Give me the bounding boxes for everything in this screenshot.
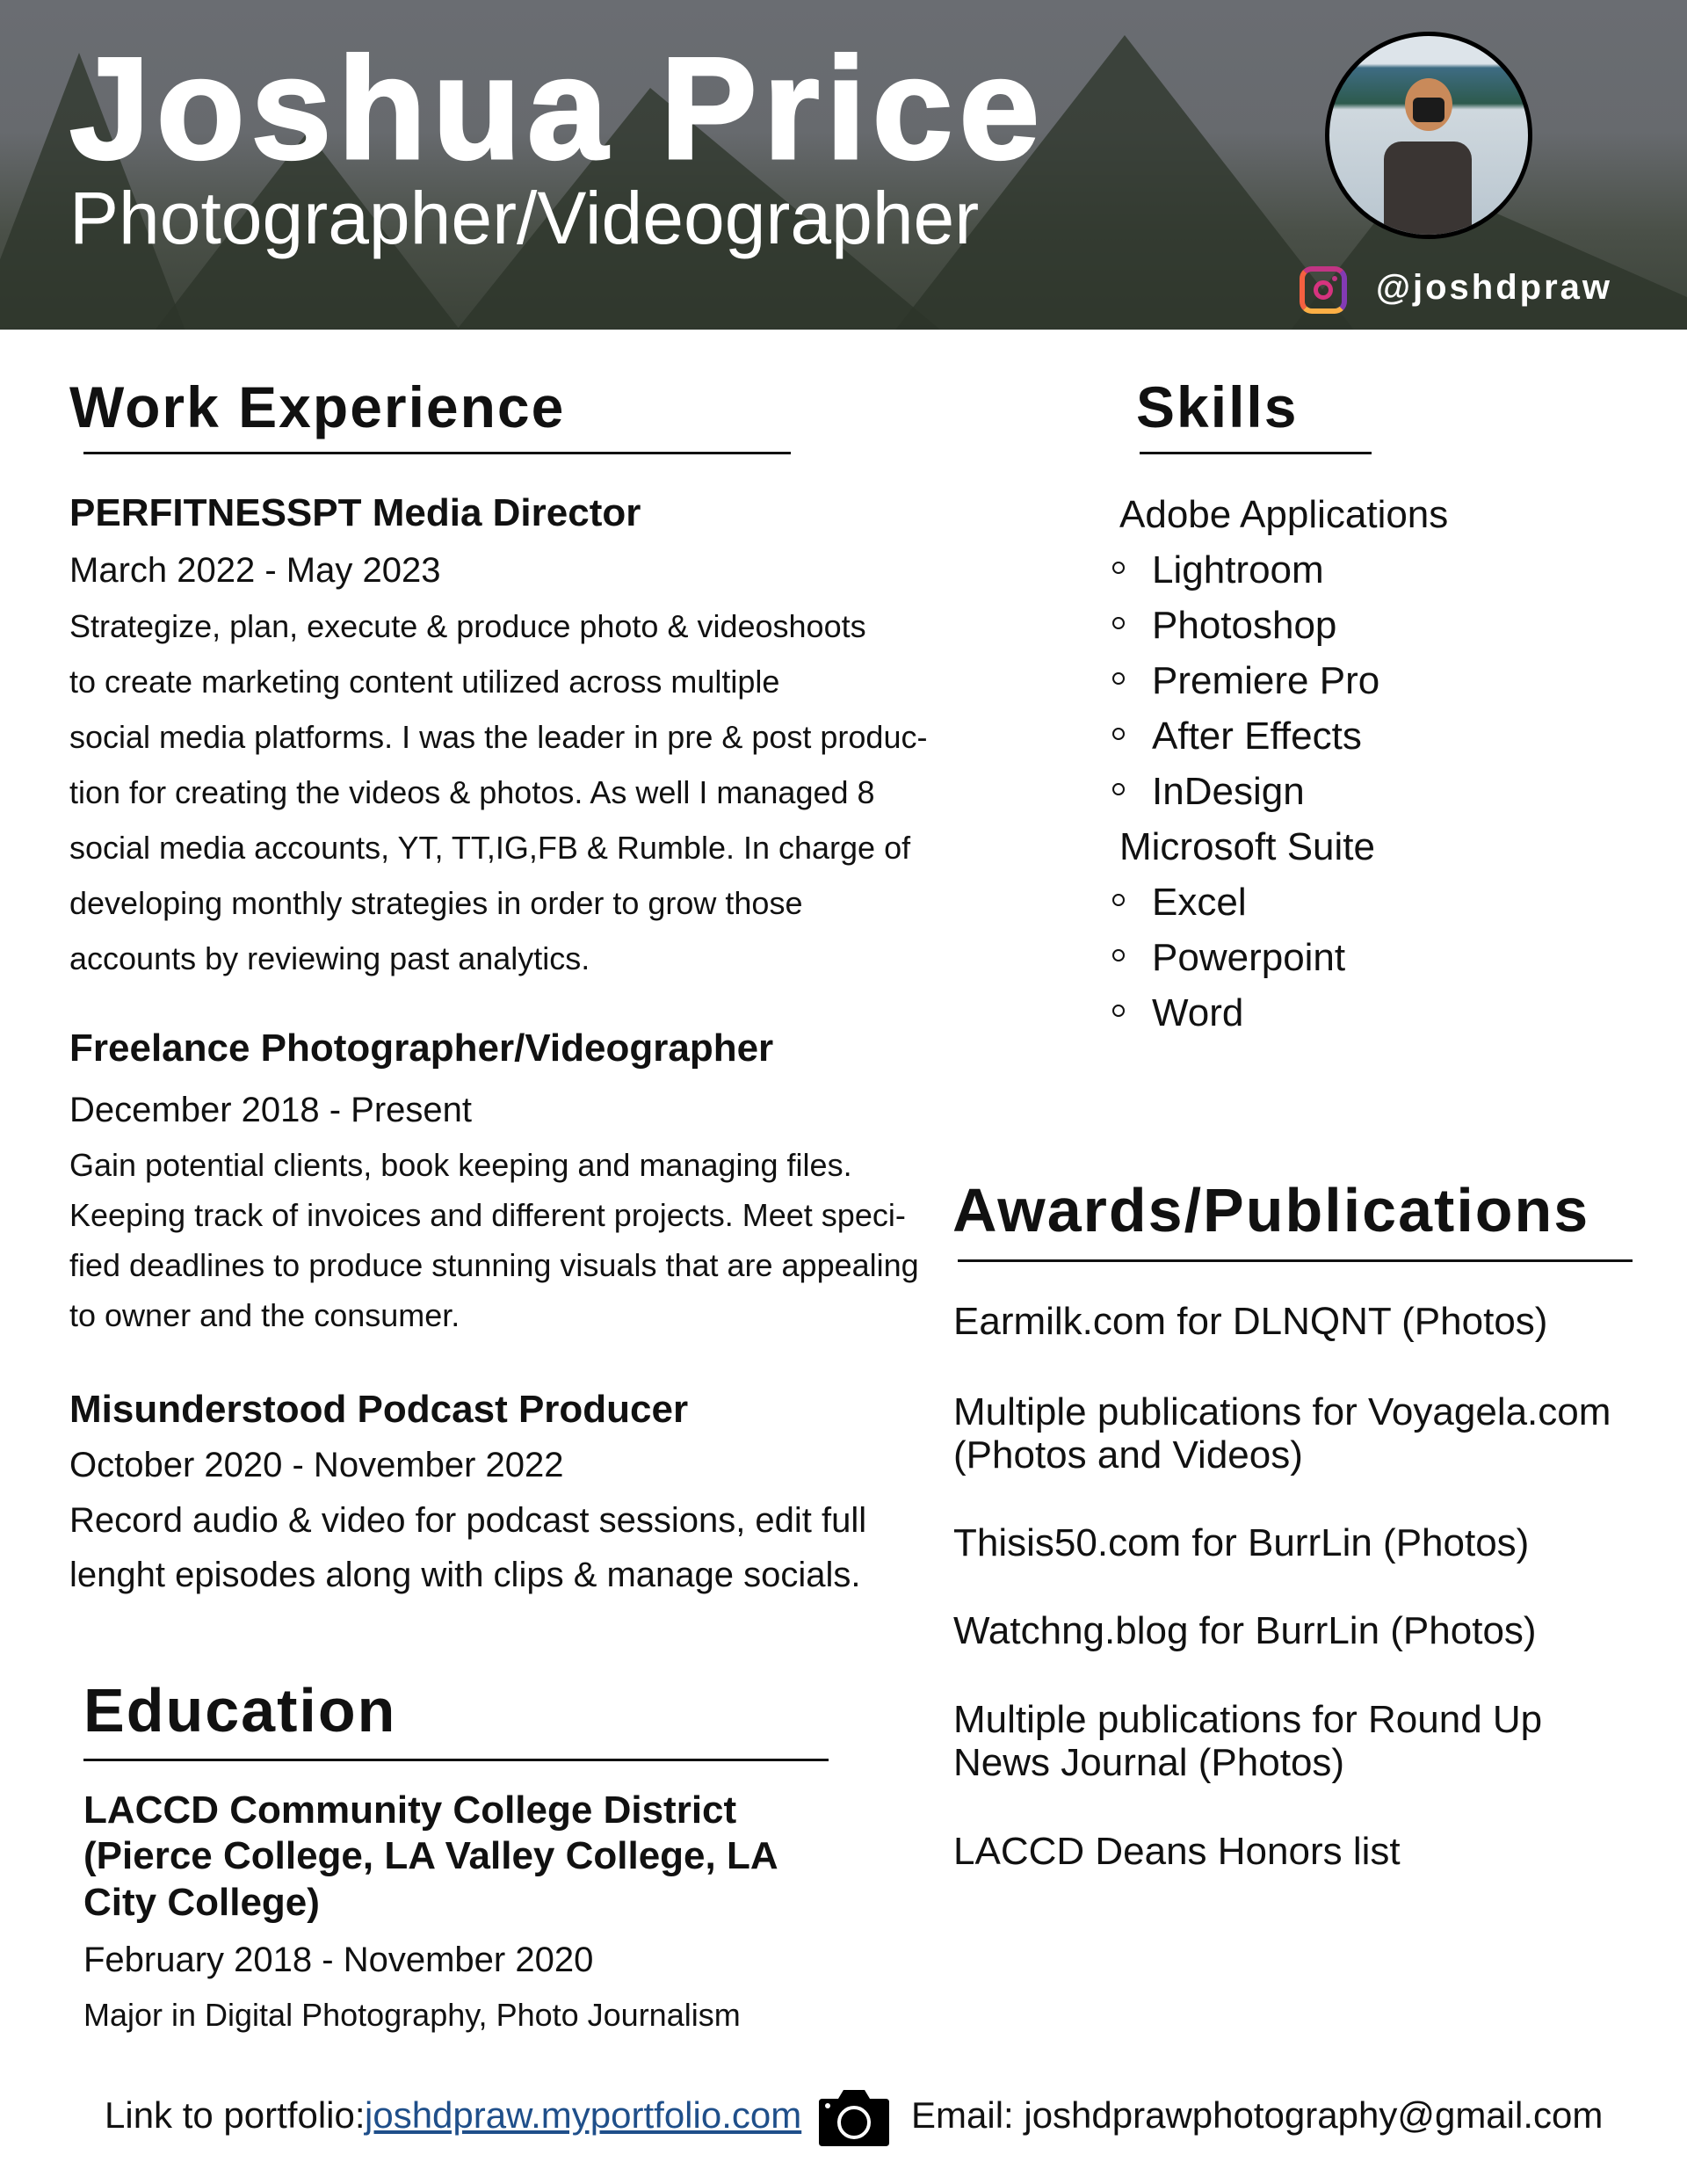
skill-item: InDesign — [1152, 770, 1305, 813]
school-name: City College) — [83, 1881, 320, 1924]
candidate-name: Joshua Price — [69, 27, 1046, 189]
award-item: Thisis50.com for BurrLin (Photos) — [953, 1521, 1530, 1564]
divider — [1140, 452, 1372, 454]
bullet-icon — [1112, 894, 1125, 906]
bullet-icon — [1112, 728, 1125, 740]
job-title: Misunderstood Podcast Producer — [69, 1388, 689, 1431]
email-address[interactable]: Email: joshdprawphotography@gmail.com — [911, 2094, 1604, 2136]
profile-photo — [1325, 32, 1532, 239]
bullet-icon — [1112, 617, 1125, 629]
job-description-line: to owner and the consumer. — [69, 1297, 460, 1333]
job-dates: March 2022 - May 2023 — [69, 551, 441, 590]
skill-item: After Effects — [1152, 715, 1362, 758]
awards-heading: Awards/Publications — [952, 1176, 1590, 1244]
header-banner — [0, 0, 1687, 330]
skill-item: Lightroom — [1152, 548, 1324, 591]
job-title: Freelance Photographer/Videographer — [69, 1027, 774, 1070]
job-description-line: fied deadlines to produce stunning visuals that are appealing — [69, 1247, 919, 1283]
portfolio-label: Link to portfolio: — [105, 2094, 366, 2136]
bullet-icon — [1112, 1005, 1125, 1017]
education-dates: February 2018 - November 2020 — [83, 1941, 594, 1979]
camera-icon — [819, 2088, 889, 2146]
skill-group-name: Microsoft Suite — [1119, 825, 1375, 868]
job-description-line: Keeping track of invoices and different projects. Meet speci- — [69, 1197, 906, 1233]
skill-item: Premiere Pro — [1152, 659, 1380, 702]
award-item: Watchng.blog for BurrLin (Photos) — [953, 1609, 1537, 1652]
instagram-icon — [1300, 266, 1347, 314]
candidate-title: Photographer/Videographer — [69, 177, 980, 259]
instagram-handle[interactable]: @joshdpraw — [1376, 268, 1613, 307]
job-description-line: Record audio & video for podcast sessions, edit full — [69, 1501, 867, 1540]
divider — [83, 452, 791, 454]
skill-item: Excel — [1152, 881, 1247, 924]
award-item: LACCD Deans Honors list — [953, 1830, 1401, 1873]
education-heading: Education — [83, 1676, 397, 1745]
skill-item: Photoshop — [1152, 604, 1337, 647]
job-dates: December 2018 - Present — [69, 1091, 473, 1129]
skill-item: Word — [1152, 991, 1244, 1034]
job-description-line: Strategize, plan, execute & produce photo & videoshoots — [69, 608, 866, 644]
divider — [958, 1259, 1633, 1262]
skills-heading: Skills — [1136, 374, 1299, 439]
job-description-line: Gain potential clients, book keeping and managing files. — [69, 1147, 852, 1183]
job-description-line: lenght episodes along with clips & manage socials. — [69, 1556, 861, 1594]
portfolio-link[interactable]: joshdpraw.myportfolio.com — [365, 2094, 802, 2136]
skill-group-name: Adobe Applications — [1119, 493, 1449, 536]
bullet-icon — [1112, 672, 1125, 685]
bullet-icon — [1112, 562, 1125, 574]
bullet-icon — [1112, 783, 1125, 795]
job-description-line: developing monthly strategies in order to grow those — [69, 885, 803, 921]
award-item: Earmilk.com for DLNQNT (Photos) — [953, 1300, 1548, 1343]
skill-item: Powerpoint — [1152, 936, 1346, 979]
job-description-line: tion for creating the videos & photos. As well I managed 8 — [69, 774, 875, 810]
award-item: Multiple publications for Round Up News Journal (Photos) — [953, 1698, 1543, 1784]
job-description-line: accounts by reviewing past analytics. — [69, 940, 590, 976]
school-name: LACCD Community College District — [83, 1789, 737, 1832]
bullet-icon — [1112, 949, 1125, 961]
education-major: Major in Digital Photography, Photo Journalism — [83, 1997, 741, 2033]
job-dates: October 2020 - November 2022 — [69, 1446, 564, 1484]
award-item: Multiple publications for Voyagela.com (Photos and Videos) — [953, 1390, 1611, 1477]
divider — [83, 1759, 829, 1761]
job-title: PERFITNESSPT Media Director — [69, 491, 641, 534]
job-description-line: to create marketing content utilized across multiple — [69, 664, 780, 700]
job-description-line: social media platforms. I was the leader in pre & post produc- — [69, 719, 928, 755]
job-description-line: social media accounts, YT, TT,IG,FB & Rumble. In charge of — [69, 830, 911, 866]
work-experience-heading: Work Experience — [69, 374, 566, 439]
school-name: (Pierce College, LA Valley College, LA — [83, 1834, 778, 1877]
